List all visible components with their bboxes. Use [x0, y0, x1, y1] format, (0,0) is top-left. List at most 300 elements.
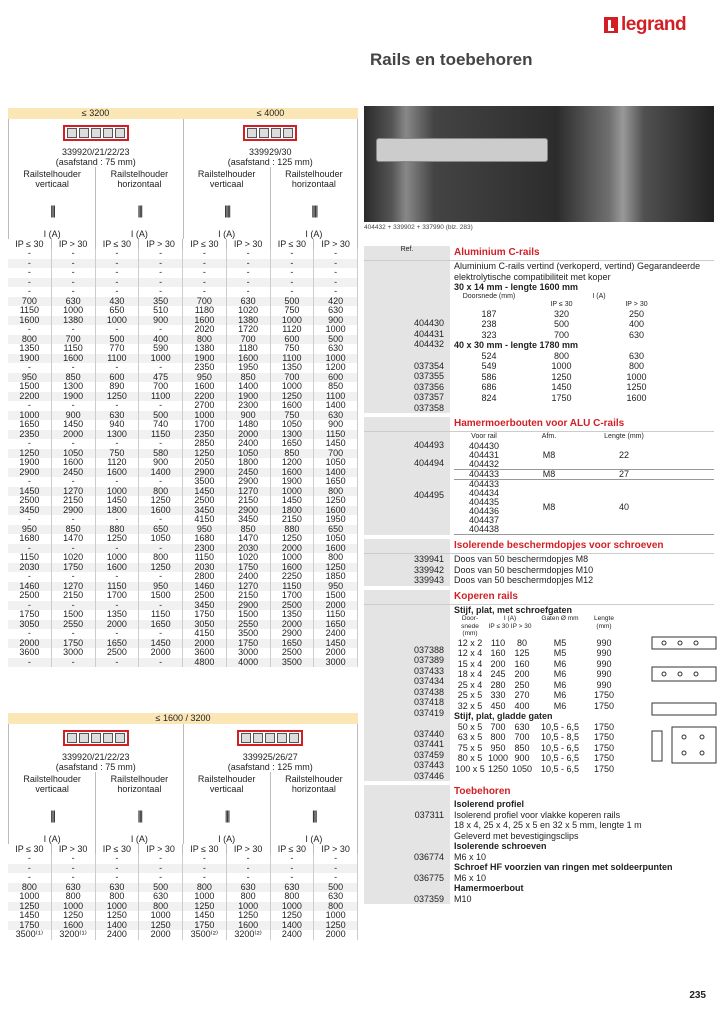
value-cell: 630 [628, 329, 645, 340]
table-row [8, 439, 358, 449]
table-cell: 430 [96, 297, 140, 307]
table-row [8, 515, 358, 525]
table-cell: 2300 [227, 401, 271, 411]
value-cell: 1250 [551, 371, 572, 382]
value-cell: 700 [490, 721, 506, 732]
ip-cell: IP > 30 [314, 239, 358, 249]
table-cell: 650 [314, 525, 358, 535]
table-cell: 1250 [314, 496, 358, 506]
photo-caption: 404432 + 339902 + 337990 (blz. 283) [364, 224, 473, 231]
group-cell [9, 724, 184, 772]
ref-column [364, 883, 450, 904]
table-row [8, 883, 358, 893]
table-cell: 2150 [227, 591, 271, 601]
bar-config-row [8, 191, 358, 229]
table-cell: - [139, 629, 183, 639]
table-cell: 1900 [227, 392, 271, 402]
ref-code: 037357 [413, 392, 444, 402]
value-cell: 10,5 - 6,5 [540, 763, 580, 774]
table-cell: 1250 [8, 449, 52, 459]
table-cell: 1450 [8, 487, 52, 497]
rail-holder-icon [184, 119, 358, 147]
value-cell: 524 [481, 350, 497, 361]
value-cell: 1750 [551, 392, 572, 403]
table-cell: - [227, 873, 271, 883]
table-cell: 1000 [52, 902, 96, 912]
section-title: Isolerende beschermdopjes voor schroeven [454, 540, 664, 551]
col-head: IP ≤ 30 [550, 300, 573, 308]
sub-label: Railstelhouder verticaal [9, 167, 96, 191]
cu-section [364, 604, 714, 782]
table-cell: - [227, 864, 271, 874]
table-cell: 2000 [96, 620, 140, 630]
table-cell: 2030 [227, 544, 271, 554]
table-cell: 1650 [96, 639, 140, 649]
ip-cell: IP > 30 [227, 844, 271, 854]
table-cell: 1900 [8, 458, 52, 468]
table-cell: - [314, 278, 358, 288]
value-cell: 990 [596, 658, 612, 669]
table-cell: 2000 [314, 930, 358, 940]
value-cell: M6 [553, 658, 567, 669]
busbar-config-icon: ||| [9, 796, 96, 834]
table-cell: 3000 [227, 648, 271, 658]
rail-list [454, 470, 514, 479]
value-cell: M6 [553, 700, 567, 711]
table-cell: 2450 [227, 468, 271, 478]
sub-label: Railstelhouder verticaal [184, 167, 271, 191]
ip-cell: IP > 30 [227, 239, 271, 249]
table-cell: - [52, 268, 96, 278]
table-cell: 1100 [271, 354, 315, 364]
ref-code: 037443 [413, 760, 444, 770]
value-cell: 1450 [551, 382, 572, 392]
table-cell: 1450 [314, 439, 358, 449]
table-cell: 1400 [227, 382, 271, 392]
table-cell: - [271, 873, 315, 883]
table-cell: 2150 [52, 496, 96, 506]
table-row [8, 249, 358, 259]
value-cell: 1000 [626, 371, 647, 382]
value-cell: 160 [490, 648, 506, 658]
table-cell: - [52, 572, 96, 582]
table-cell: 1270 [52, 582, 96, 592]
rail-holder-icon [9, 724, 183, 752]
ref-column [364, 605, 450, 782]
table-cell: 500 [314, 883, 358, 893]
table-cell: 2200 [8, 392, 52, 402]
value-cell: 586 [481, 371, 497, 382]
table-row [8, 506, 358, 516]
busbar-config-icon: ||| [9, 191, 96, 229]
value-cell: 850 [514, 742, 530, 753]
table-cell: - [96, 629, 140, 639]
length-value: 22 [618, 450, 629, 460]
table-cell: - [8, 439, 52, 449]
busbar-config-icon: |||| [271, 191, 358, 229]
table-row [8, 325, 358, 335]
table-cell: 2450 [52, 468, 96, 478]
table-cell: 500 [271, 297, 315, 307]
ref-code: 037434 [413, 676, 444, 686]
rail-ref: 404430 [468, 441, 500, 451]
ref-code: 339941 [364, 554, 450, 565]
table-cell: - [8, 854, 52, 864]
top-current-table [8, 108, 358, 667]
busbar-config-icon: ||| [184, 796, 271, 834]
table-cell: - [96, 658, 140, 668]
col-head: IP > 30 [625, 300, 648, 308]
table-cell: - [8, 249, 52, 259]
table-cell: 3450 [8, 506, 52, 516]
table-cell: - [8, 259, 52, 269]
table-row [8, 430, 358, 440]
value-cell: 75 x 5 [457, 742, 483, 753]
ref-code: 339943 [364, 575, 450, 586]
table-cell: 800 [52, 892, 96, 902]
col-head: Doorsnede (mm) [462, 292, 516, 300]
sub-label: Railstelhouder horizontaal [96, 772, 183, 796]
ref-code: 036774 [413, 851, 444, 862]
table-cell: 2350 [8, 430, 52, 440]
table-cell: - [139, 268, 183, 278]
table-cell: 2250 [271, 572, 315, 582]
table-cell: - [52, 259, 96, 269]
table-cell: 500 [96, 335, 140, 345]
table-cell: 2500 [183, 496, 227, 506]
value-cell: 1750 [593, 732, 615, 742]
value-cell: 25 x 5 [457, 690, 483, 700]
table-cell: 2400 [96, 930, 140, 940]
table-cell: - [8, 268, 52, 278]
band-label: ≤ 3200 [81, 108, 110, 118]
table-cell: 630 [139, 892, 183, 902]
ref-column [364, 862, 450, 883]
cu-sub1: Stijf, plat, met schroefgaten [454, 604, 573, 615]
table-row [8, 658, 358, 668]
current-label: I (A) [9, 834, 96, 844]
table-row [8, 629, 358, 639]
rail-ref: 404431 [468, 450, 500, 460]
group-header [8, 724, 358, 772]
table-cell: 800 [314, 553, 358, 563]
iso-desc: Doos van 50 beschermdopjes M12 [454, 575, 594, 585]
rail-holder-icon [184, 724, 358, 752]
value-cell: 630 [628, 350, 645, 361]
table-cell: - [8, 544, 52, 554]
table-row [8, 382, 358, 392]
value-cell: 187 [481, 308, 497, 319]
table-row [8, 563, 358, 573]
value-cell: 800 [490, 732, 506, 742]
table-row [8, 930, 358, 940]
acc-line: 18 x 4, 25 x 4, 25 x 5 en 32 x 5 mm, lengte 1 m [454, 820, 642, 830]
table-cell: - [8, 287, 52, 297]
table-cell: 950 [8, 525, 52, 535]
table-cell: 1650 [271, 639, 315, 649]
value-cell: 80 [516, 637, 527, 648]
table-cell: 1500 [227, 610, 271, 620]
table-cell: 1000 [8, 411, 52, 421]
table-cell: 1000 [227, 902, 271, 912]
table-cell: 1050 [314, 534, 358, 544]
table-cell: 800 [183, 883, 227, 893]
table-cell: 2350 [183, 363, 227, 373]
table-cell: 630 [314, 344, 358, 354]
table-cell: 650 [96, 306, 140, 316]
table-cell: 1400 [96, 921, 140, 931]
table-cell: 1800 [271, 506, 315, 516]
table-cell: 1020 [52, 553, 96, 563]
ip-cell: IP > 30 [52, 844, 96, 854]
acc-item [364, 799, 714, 841]
table-cell: 2000 [227, 430, 271, 440]
table-cell: - [271, 864, 315, 874]
value-cell: M6 [553, 679, 567, 690]
table-cell: - [271, 278, 315, 288]
table-row [8, 420, 358, 430]
table-cell: - [8, 278, 52, 288]
table-row [8, 553, 358, 563]
table-cell: 1150 [96, 582, 140, 592]
table-cell: 740 [139, 420, 183, 430]
table-cell: 1000 [96, 487, 140, 497]
table-cell: 750 [271, 411, 315, 421]
table-cell: - [139, 278, 183, 288]
group-cell [9, 119, 184, 167]
table-cell: - [139, 401, 183, 411]
section-header [364, 246, 714, 260]
spacer [364, 841, 444, 852]
table-body [8, 854, 358, 940]
table-row [8, 864, 358, 874]
table-cell: 1900 [183, 354, 227, 364]
table-cell: 2800 [183, 572, 227, 582]
value-cell: 12 x 4 [457, 648, 483, 658]
table-cell: 1650 [8, 420, 52, 430]
table-cell: - [314, 864, 358, 874]
col-ip1: IP ≤ 30 [488, 622, 509, 630]
table-cell: 1950 [314, 515, 358, 525]
table-cell: 1150 [314, 430, 358, 440]
table-cell: 800 [8, 335, 52, 345]
ref-code: 037389 [413, 655, 444, 665]
current-row [8, 834, 358, 844]
ip-cell: IP > 30 [314, 844, 358, 854]
table-cell: - [139, 477, 183, 487]
table-cell: 750 [271, 344, 315, 354]
table-cell: 700 [271, 373, 315, 383]
col-head [486, 615, 534, 638]
value-cell: 990 [596, 637, 612, 648]
acc-head: Hamermoerbout [454, 883, 524, 893]
ref-code: 037418 [413, 697, 444, 707]
cu-body [450, 605, 714, 782]
ham-ref-block [364, 459, 444, 468]
table-cell: 1250 [183, 902, 227, 912]
table-cell: 1000 [8, 892, 52, 902]
table-cell: - [314, 854, 358, 864]
table-cell: - [139, 439, 183, 449]
value-cell: 700 [553, 329, 570, 340]
rail-ref: 404432 [468, 459, 500, 469]
table-cell: 3200⁽²⁾ [227, 930, 271, 940]
table-cell: 1100 [139, 392, 183, 402]
table-cell: 1180 [227, 344, 271, 354]
section-header [364, 539, 714, 553]
ip-cell: IP ≤ 30 [271, 844, 315, 854]
table-cell: - [271, 249, 315, 259]
value-cell: 1750 [593, 700, 615, 711]
value-cell: 686 [481, 382, 497, 392]
table-cell: 600 [271, 335, 315, 345]
table-cell: 630 [96, 883, 140, 893]
current-label: I (A) [271, 229, 358, 239]
table-row [8, 344, 358, 354]
table-cell: - [8, 873, 52, 883]
section-title: Hamermoerbouten voor ALU C-rails [454, 418, 625, 429]
table-cell: 1900 [52, 392, 96, 402]
table-cell: - [96, 249, 140, 259]
table-cell: 1000 [52, 306, 96, 316]
ham-body [450, 432, 714, 535]
value-cell: 630 [514, 721, 530, 732]
table-cell: - [183, 249, 227, 259]
table-cell: - [96, 515, 140, 525]
table-cell: 1250 [271, 534, 315, 544]
table-cell: 1000 [271, 487, 315, 497]
rail-ref: 404434 [468, 488, 500, 498]
acc-body [450, 862, 714, 883]
legrand-logo [604, 14, 686, 36]
table-cell: 630 [227, 883, 271, 893]
table-row [8, 316, 358, 326]
table-cell: 880 [271, 525, 315, 535]
table-cell: 940 [96, 420, 140, 430]
table-row [8, 496, 358, 506]
table-row [8, 278, 358, 288]
sub-label: Railstelhouder verticaal [184, 772, 271, 796]
table-cell: - [183, 287, 227, 297]
table-cell: 2000 [271, 544, 315, 554]
table-cell: - [96, 287, 140, 297]
value-cell: 1750 [593, 753, 615, 763]
value-cell: 125 [514, 648, 530, 658]
table-cell: 1380 [52, 316, 96, 326]
table-cell: 900 [314, 420, 358, 430]
current-row [8, 229, 358, 239]
table-cell: 2400 [227, 439, 271, 449]
table-cell: 3450 [183, 506, 227, 516]
table-cell: 1600 [139, 506, 183, 516]
table-cell: 4800 [183, 658, 227, 668]
table-cell: 600 [314, 373, 358, 383]
table-cell: - [52, 658, 96, 668]
ref-code: 404493 [413, 440, 444, 450]
ref-code: 404432 [413, 339, 444, 349]
section-title: Toebehoren [454, 786, 511, 797]
table-cell: 630 [314, 411, 358, 421]
table-cell: - [271, 287, 315, 297]
table-cell: 3600 [183, 648, 227, 658]
table-cell: 1000 [271, 382, 315, 392]
value-row [454, 382, 714, 393]
table-cell: 2020 [183, 325, 227, 335]
table-cell: 1750 [52, 639, 96, 649]
value-cell: 700 [514, 732, 530, 742]
table-cell: 1270 [52, 487, 96, 497]
cu-sub2: Stijf, plat, gladde gaten [454, 711, 553, 721]
table-cell: 1350 [271, 610, 315, 620]
value-cell: 1600 [626, 392, 647, 403]
table-cell: 1020 [227, 306, 271, 316]
col-i: I (A) [503, 615, 517, 622]
table-cell: 1150 [8, 553, 52, 563]
acc-body [450, 883, 714, 904]
bar-config-row [8, 796, 358, 834]
ref-code: 339942 [364, 565, 450, 576]
page-title: Rails en toebehoren [370, 50, 533, 69]
table-cell: 850 [52, 525, 96, 535]
table-cell: 2000 [271, 620, 315, 630]
ref-code: 037419 [413, 707, 444, 718]
table-cell: 1250 [314, 921, 358, 931]
table-cell: - [8, 325, 52, 335]
table-cell: 630 [314, 892, 358, 902]
value-row [454, 361, 714, 372]
value-cell: 900 [514, 753, 530, 763]
table-cell: - [96, 325, 140, 335]
table-cell: - [96, 873, 140, 883]
table-row [8, 363, 358, 373]
table-cell: 1250 [227, 911, 271, 921]
table-row [8, 401, 358, 411]
table-cell: - [52, 873, 96, 883]
table-cell: 1250 [271, 911, 315, 921]
table-cell: 2900 [227, 477, 271, 487]
table-cell: 1680 [183, 534, 227, 544]
table-cell: - [139, 249, 183, 259]
table-cell: 1250 [271, 392, 315, 402]
table-cell: - [8, 572, 52, 582]
table-row [8, 449, 358, 459]
table-cell: 1680 [8, 534, 52, 544]
ref-header: Ref. [364, 246, 450, 260]
col-head: Afm. [541, 433, 557, 440]
ip-cell: IP ≤ 30 [8, 844, 52, 854]
value-cell: 32 x 5 [457, 700, 483, 711]
ref-code: 037438 [413, 686, 444, 697]
table-cell: 2500 [271, 601, 315, 611]
ip-cell: IP > 30 [52, 239, 96, 249]
table-cell: 1500 [139, 591, 183, 601]
table-row [8, 639, 358, 649]
table-cell: 630 [96, 411, 140, 421]
value-cell: 800 [628, 361, 645, 371]
table-cell: 750 [96, 449, 140, 459]
table-cell: 2500 [96, 648, 140, 658]
value-cell: 15 x 4 [457, 658, 483, 669]
acc-line: M10 [454, 893, 472, 904]
value-row [454, 330, 714, 341]
ham-group [454, 442, 714, 470]
table-row [8, 892, 358, 902]
table-cell: 2900 [8, 468, 52, 478]
table-cell: 900 [139, 458, 183, 468]
alu-sub1: 30 x 14 mm - lengte 1600 mm [454, 282, 579, 292]
table-cell: 700 [314, 449, 358, 459]
value-cell: M6 [553, 690, 567, 700]
